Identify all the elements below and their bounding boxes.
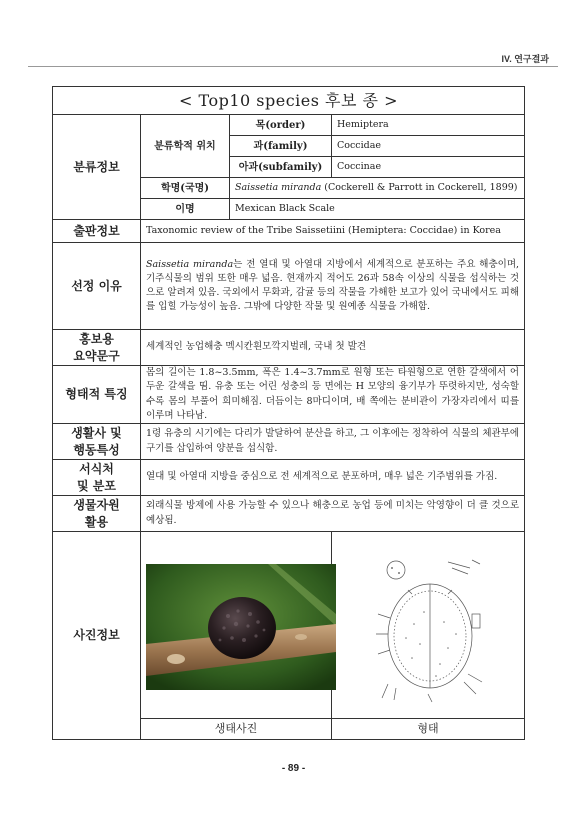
rank-subfamily-label: 아과(subfamily)	[230, 157, 332, 178]
habitat-label-line2: 및 분포	[77, 478, 116, 493]
publication-text: Taxonomic review of the Tribe Saissetiini (Hemiptera: Coccidae) in Korea	[141, 220, 525, 243]
morphology-text: 몸의 길이는 1.8~3.5mm, 폭은 1.4~3.7mm로 원형 또는 타원형으로 연한 갈색에서 어두운 갈색을 띰. 유충 또는 어린 성충의 등 면에는 H 모양의 융기부가 뚜렷하지만, 성숙할수록 몸의 부풀어 희미해짐. 더듬이는 8마디이며, 배 쪽에는 분비관이 가장자리에서 띠를 이루며 나타남.	[141, 366, 525, 424]
photo-label: 사진정보	[53, 532, 141, 740]
morphology-drawing-cell	[332, 532, 525, 719]
scientific-authority: (Cockerell & Parrott in Cockerell, 1899)	[321, 181, 518, 193]
alias-label: 이명	[141, 199, 230, 220]
life-history-label	[53, 424, 141, 460]
alias-value: Mexican Black Scale	[230, 199, 525, 220]
promo-label-line2: 요약문구	[73, 348, 120, 363]
promo-text: 세계적인 농업해충 멕시칸흰모깍지벌레, 국내 첫 발견	[141, 330, 525, 366]
selection-reason-body: 는 전 열대 및 아열대 지방에서 세계적으로 분포하는 주요 해충이며, 기주식물의 범위 또한 매우 넓음. 현재까지 적어도 26과 58속 이상의 식물을 섭식하는 것으로 알려져 있음. 국외에서 무화과, 감귤 등의 작물을 가해한 보고가 있어 국내에서도 피해를 입힐 가능성이 높음. 그밖에 다양한 작물 및 원예종 식물을 가해함.	[146, 258, 520, 313]
habitat-text: 열대 및 아열대 지방을 중심으로 전 세계적으로 분포하며, 매우 넓은 기주범위를 가짐.	[141, 460, 525, 496]
scientific-name-value	[230, 178, 525, 199]
ecology-photo	[146, 564, 336, 690]
ecology-photo-cell	[141, 532, 332, 719]
bioresource-label-line1: 생물자원	[73, 497, 120, 512]
ecology-photo-caption: 생태사진	[141, 719, 332, 740]
promo-label	[53, 330, 141, 366]
rank-family-label: 과(family)	[230, 136, 332, 157]
scientific-name-italic: Saissetia miranda	[235, 181, 322, 193]
selection-reason-species: Saissetia miranda	[146, 258, 234, 270]
table-title: < Top10 species 후보 종 >	[53, 87, 525, 115]
selection-reason-text	[141, 243, 525, 330]
life-history-label-line2: 행동특성	[73, 442, 120, 457]
bioresource-label-line2: 활용	[84, 514, 109, 529]
rank-order-value: Hemiptera	[332, 115, 525, 136]
publication-label: 출판정보	[53, 220, 141, 243]
chapter-header: IV. 연구결과	[501, 54, 549, 64]
taxonomic-position-label: 분류학적 위치	[141, 115, 230, 178]
morphology-drawing	[368, 554, 488, 704]
scientific-name-label: 학명(국명)	[141, 178, 230, 199]
header-divider	[28, 66, 558, 67]
morphology-label: 형태적 특징	[53, 366, 141, 424]
rank-family-value: Coccidae	[332, 136, 525, 157]
habitat-label-line1: 서식처	[79, 461, 114, 476]
life-history-label-line1: 생활사 및	[71, 425, 122, 440]
page-number: - 89 -	[281, 763, 306, 774]
promo-label-line1: 홍보용	[79, 331, 114, 346]
life-history-text: 1령 유충의 시기에는 다리가 발달하여 분산을 하고, 그 이후에는 정착하여 식물의 체관부에 구기를 삽입하여 양분을 섭식함.	[141, 424, 525, 460]
rank-order-label: 목(order)	[230, 115, 332, 136]
selection-reason-label: 선정 이유	[53, 243, 141, 330]
species-info-table	[52, 86, 525, 740]
classification-label: 분류정보	[53, 115, 141, 220]
bioresource-text: 외래식물 방제에 사용 가능할 수 있으나 해충으로 농업 등에 미치는 악영향이 더 클 것으로 예상됨.	[141, 496, 525, 532]
bioresource-label	[53, 496, 141, 532]
habitat-label	[53, 460, 141, 496]
morphology-drawing-caption: 형태	[332, 719, 525, 740]
rank-subfamily-value: Coccinae	[332, 157, 525, 178]
